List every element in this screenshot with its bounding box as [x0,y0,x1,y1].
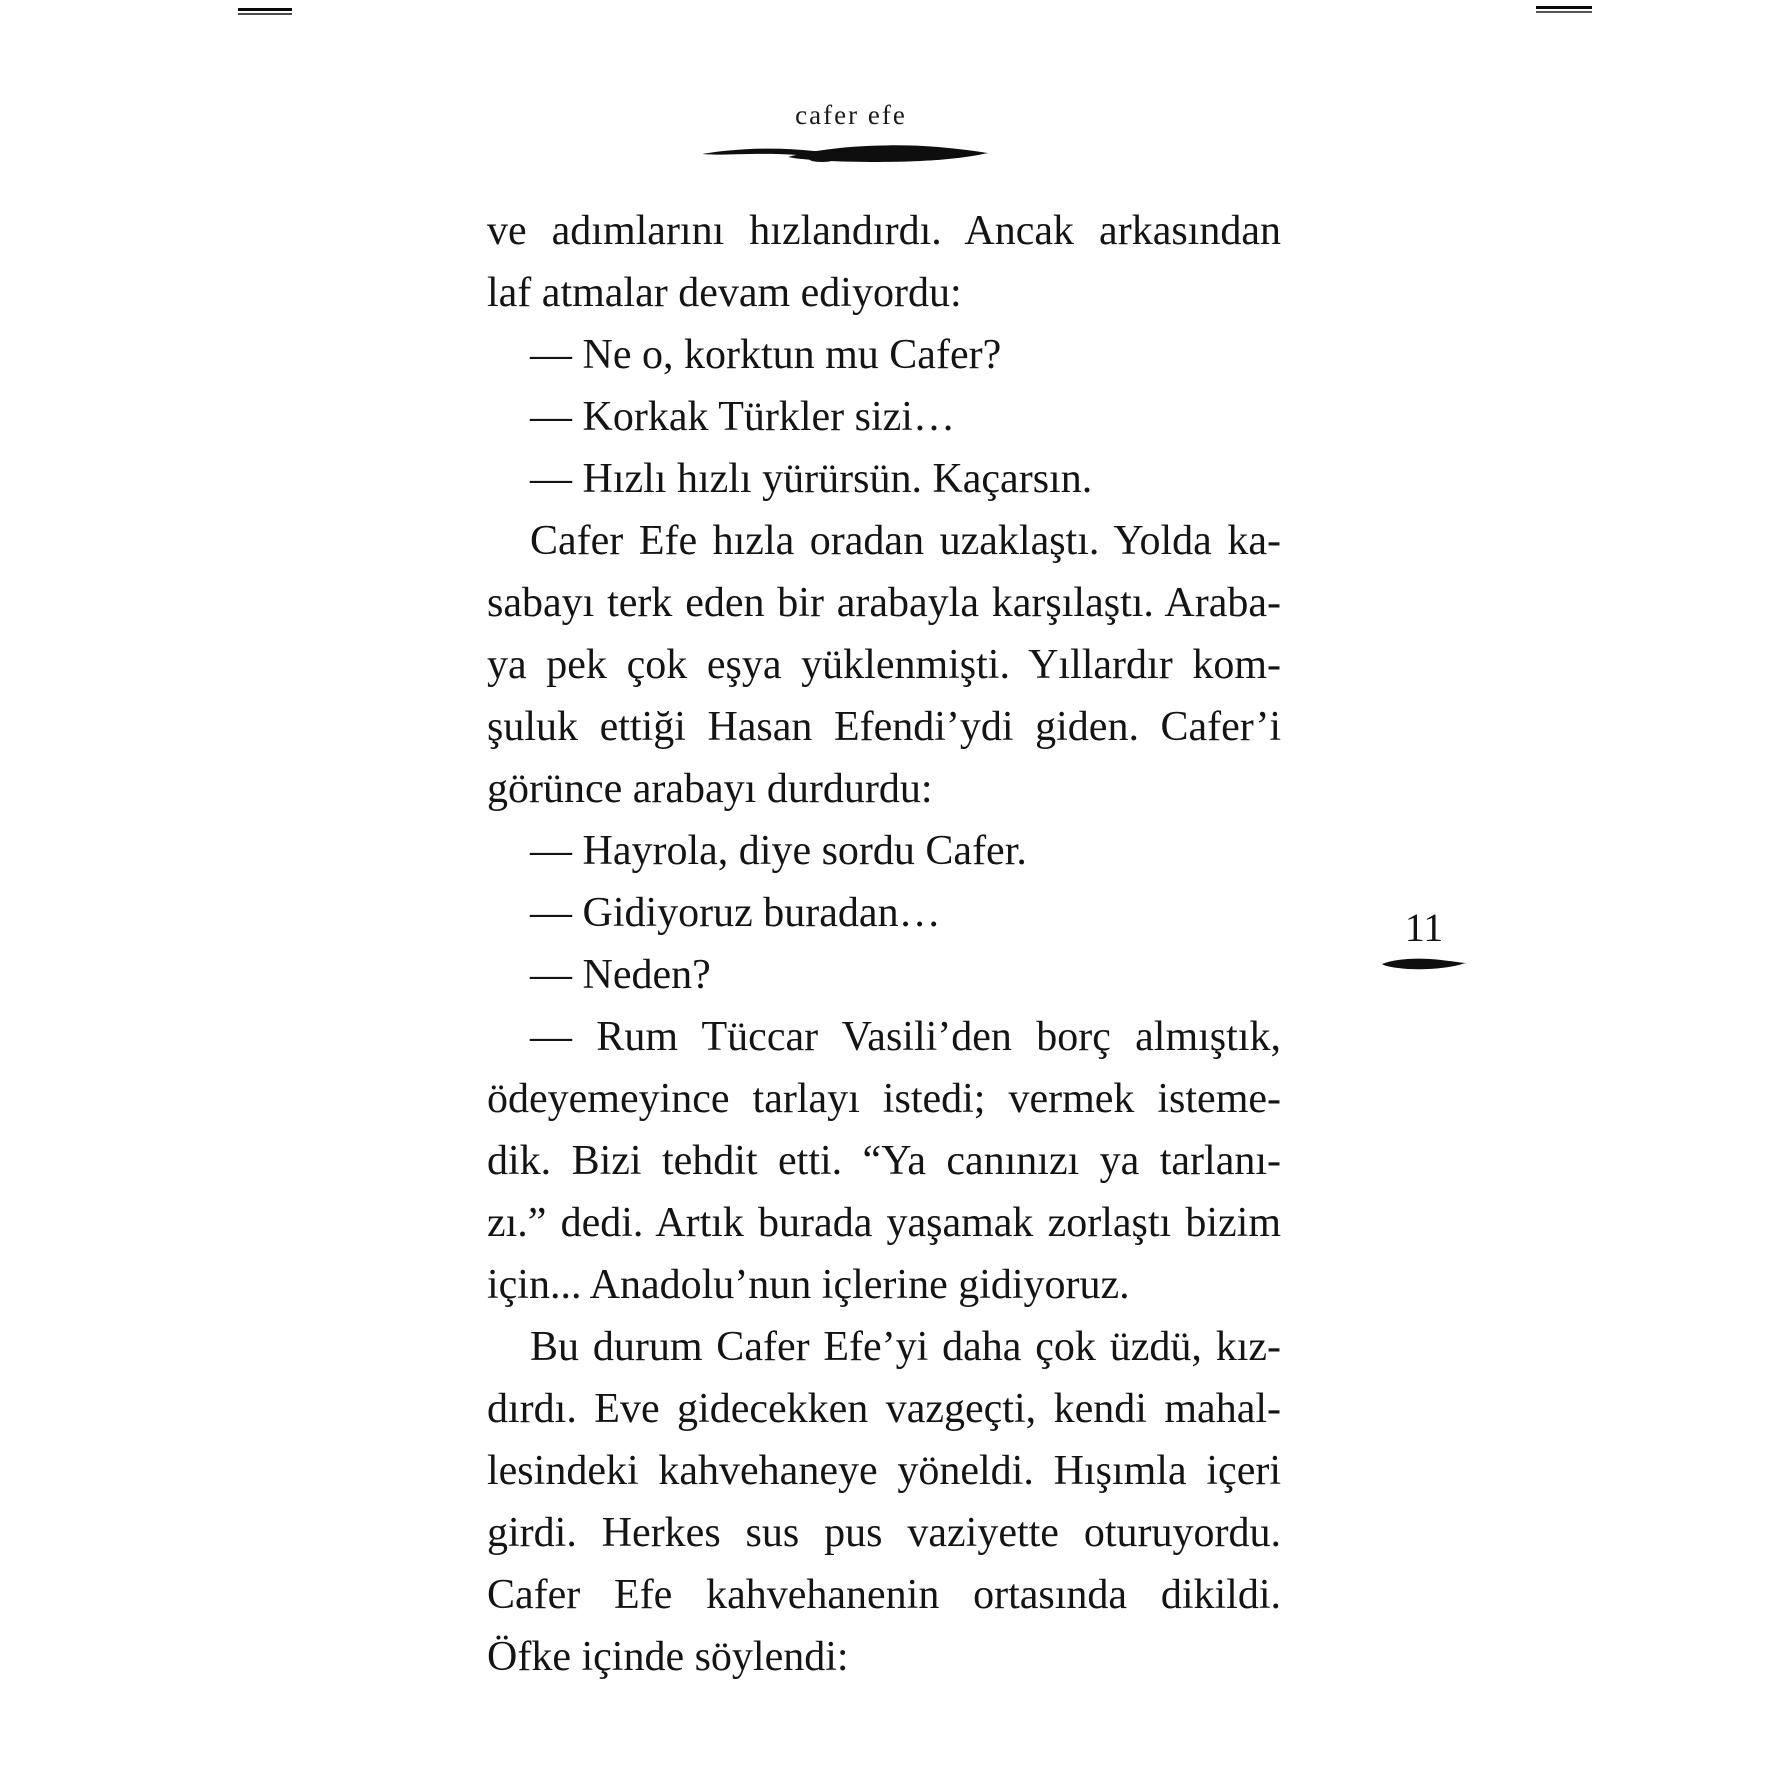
text-line: şuluk ettiği Hasan Efendi’ydi giden. Cafer’i [487,704,1281,750]
text-line: için... Anadolu’nun içlerine gidiyoruz. [487,1262,1130,1308]
text-line: dik. Bizi tehdit etti. “Ya canınızı ya tarlanı- [487,1138,1281,1184]
text-line: dırdı. Eve gidecekken vazgeçti, kendi mahal- [487,1386,1281,1432]
text-line: sabayı terk eden bir arabayla karşılaştı. Araba- [487,580,1281,626]
page-number-brush-swoosh-icon [1380,955,1468,973]
text-line: lesindeki kahvehaneye yöneldi. Hışımla içeri [487,1448,1281,1494]
text-line: — Ne o, korktun mu Cafer? [530,332,1002,378]
text-line: — Rum Tüccar Vasili’den borç almıştık, [530,1014,1281,1060]
text-line: Cafer Efe hızla oradan uzaklaştı. Yolda ka- [530,518,1281,564]
text-line: Öfke içinde söylendi: [487,1634,849,1680]
text-line: laf atmalar devam ediyordu: [487,270,962,316]
text-line: — Neden? [530,952,711,998]
text-line: ya pek çok eşya yüklenmişti. Yıllardır kom- [487,642,1281,688]
top-left-corner-mark [238,8,292,15]
running-header-title: cafer efe [795,100,907,130]
text-line: ödeyemeyince tarlayı istedi; vermek isteme- [487,1076,1281,1122]
text-line: — Hızlı hızlı yürürsün. Kaçarsın. [530,456,1093,502]
text-line: görünce arabayı durdurdu: [487,766,933,812]
text-line: Cafer Efe kahvehanenin ortasında dikildi. [487,1572,1281,1618]
text-line: girdi. Herkes sus pus vaziyette oturuyordu. [487,1510,1281,1556]
text-line: — Gidiyoruz buradan… [530,890,941,936]
text-line: Bu durum Cafer Efe’yi daha çok üzdü, kız- [530,1324,1281,1370]
body-text-block [487,200,1281,1688]
text-line: — Hayrola, diye sordu Cafer. [530,828,1027,874]
text-line: — Korkak Türkler sizi… [530,394,955,440]
text-line: ve adımlarını hızlandırdı. Ancak arkasından [487,208,1281,254]
top-right-corner-mark [1536,6,1592,13]
page-number: 11 [1404,905,1444,950]
text-line: zı.” dedi. Artık burada yaşamak zorlaştı bizim [487,1200,1281,1246]
header-brush-swoosh-icon [700,139,990,165]
